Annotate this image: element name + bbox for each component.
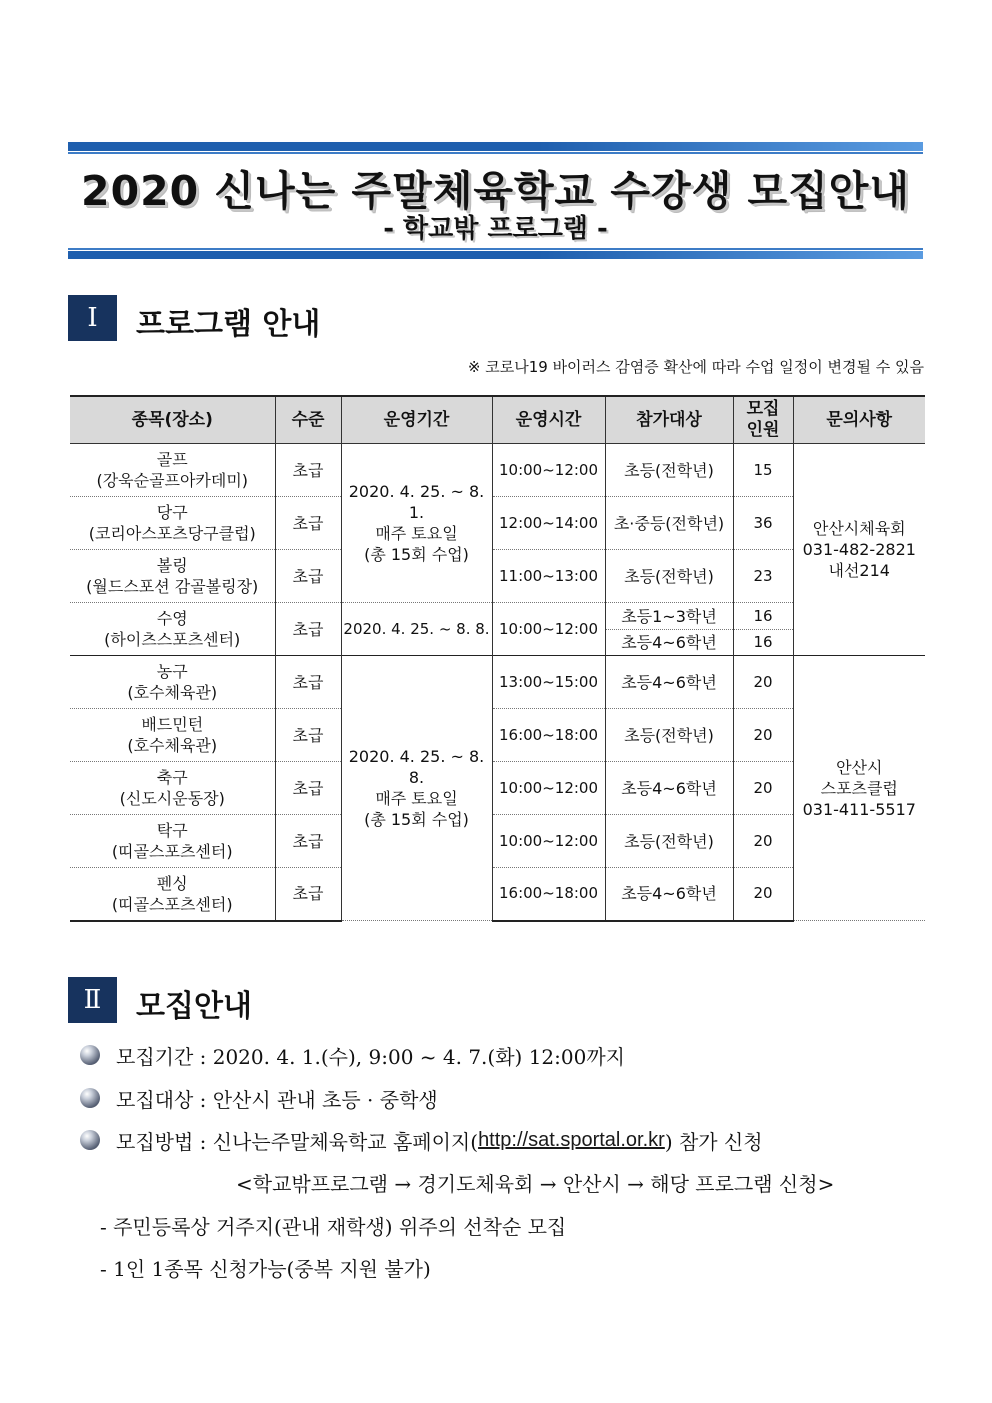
capacity-cell: 20 — [733, 762, 793, 815]
title-banner — [68, 142, 923, 260]
contact-extension: 내선214 — [828, 561, 890, 580]
sport-name: 수영 — [156, 609, 188, 628]
sport-name: 배드민턴 — [141, 715, 204, 734]
period-dates: 2020. 4. 25. ~ 8. 1. — [348, 482, 485, 522]
table-header-row — [70, 396, 925, 444]
capacity-cell: 36 — [733, 497, 793, 550]
capacity-cell: 16 — [733, 603, 793, 630]
period-cell: 2020. 4. 25. ~ 8. 8. — [341, 603, 492, 656]
page-title: 2020 신나는 주말체육학교 수강생 모집안내 — [81, 167, 910, 215]
header-contact: 문의사항 — [793, 396, 925, 444]
sport-name: 볼링 — [156, 556, 188, 575]
sport-name: 탁구 — [156, 821, 188, 840]
time-cell: 10:00~12:00 — [492, 815, 605, 868]
period-dates: 2020. 4. 25. ~ 8. 8. — [348, 747, 485, 787]
time-cell: 12:00~14:00 — [492, 497, 605, 550]
target-cell: 초등(전학년) — [605, 550, 733, 603]
homepage-link[interactable]: http://sat.sportal.or.kr — [478, 1128, 665, 1151]
covid-notice: ※ 코로나19 바이러스 감염증 확산에 따라 수업 일정이 변경될 수 있음 — [467, 358, 924, 376]
level-cell: 초급 — [275, 656, 341, 709]
contact-org-sub: 스포츠클럽 — [820, 778, 898, 798]
level-cell: 초급 — [275, 497, 341, 550]
sport-place: (띠골스포츠센터) — [111, 894, 233, 914]
sport-cell — [70, 444, 275, 497]
level-cell: 초급 — [275, 868, 341, 921]
target-cell: 초등4~6학년 — [605, 868, 733, 921]
contact-org: 안산시 — [836, 757, 883, 777]
sport-cell — [70, 868, 275, 921]
time-cell: 16:00~18:00 — [492, 868, 605, 921]
time-cell: 13:00~15:00 — [492, 656, 605, 709]
sport-place: (코리아스포츠당구클럽) — [88, 524, 256, 543]
time-cell: 16:00~18:00 — [492, 709, 605, 762]
capacity-cell: 20 — [733, 709, 793, 762]
title-bar-bottom-line — [68, 248, 923, 250]
header-period: 운영기간 — [341, 396, 492, 444]
contact-phone: 031-482-2821 — [802, 540, 916, 559]
header-sport: 종목(장소) — [70, 396, 275, 444]
section-title-program: 프로그램 안내 — [136, 307, 321, 342]
sport-place: (하이츠스포츠센터) — [104, 630, 241, 649]
sport-place: (신도시운동장) — [119, 789, 225, 808]
section-title-recruit: 모집안내 — [136, 989, 252, 1024]
period-schedule: 매주 토요일 — [375, 524, 458, 543]
sport-cell — [70, 603, 275, 656]
sport-cell — [70, 815, 275, 868]
title-bar-top-line — [68, 152, 923, 154]
period-schedule: 매주 토요일 — [375, 789, 458, 808]
recruit-method-suffix: ) 참가 신청 — [664, 1129, 763, 1154]
section-number-2: Ⅱ — [68, 977, 117, 1023]
level-cell: 초급 — [275, 444, 341, 497]
sport-place: (강욱순골프아카데미) — [96, 471, 249, 490]
sport-place: (띠골스포츠센터) — [111, 842, 233, 861]
level-cell: 초급 — [275, 815, 341, 868]
recruit-period: 모집기간 : 2020. 4. 1.(수), 9:00 ~ 4. 7.(화) 12:00까지 — [116, 1044, 625, 1069]
sport-cell — [70, 497, 275, 550]
recruit-target-line — [80, 1083, 438, 1113]
period-cell — [341, 444, 492, 603]
period-count: (총 15회 수업) — [364, 810, 469, 829]
recruit-target: 모집대상 : 안산시 관내 초등 · 중학생 — [116, 1087, 438, 1112]
capacity-cell: 23 — [733, 550, 793, 603]
sport-place: (월드스포션 감골볼링장) — [86, 577, 259, 596]
target-cell: 초등1~3학년 — [605, 603, 733, 630]
capacity-cell: 20 — [733, 868, 793, 921]
contact-phone: 031-411-5517 — [802, 799, 916, 819]
target-cell: 초등(전학년) — [605, 815, 733, 868]
sport-place: (호수체육관) — [127, 683, 218, 702]
recruit-method-prefix: 모집방법 : 신나는주말체육학교 홈페이지( — [116, 1129, 479, 1154]
recruit-note-first-come: - 주민등록상 거주지(관내 재학생) 위주의 선착순 모집 — [100, 1215, 567, 1239]
header-capacity-line2: 인원 — [746, 420, 780, 440]
level-cell: 초급 — [275, 550, 341, 603]
target-cell: 초등4~6학년 — [605, 762, 733, 815]
period-count: (총 15회 수업) — [364, 545, 469, 564]
sport-cell — [70, 550, 275, 603]
target-cell: 초·중등(전학년) — [605, 497, 733, 550]
sport-name: 농구 — [156, 662, 188, 681]
program-table — [70, 395, 925, 922]
bullet-icon — [80, 1088, 100, 1108]
capacity-cell: 20 — [733, 815, 793, 868]
recruit-method-line — [80, 1125, 763, 1155]
section-number-1: Ⅰ — [68, 295, 117, 341]
contact-cell — [793, 656, 925, 921]
time-cell: 10:00~12:00 — [492, 444, 605, 497]
header-capacity-line1: 모집 — [746, 399, 780, 419]
target-cell: 초등(전학년) — [605, 444, 733, 497]
contact-cell — [793, 444, 925, 656]
capacity-cell: 15 — [733, 444, 793, 497]
time-cell: 10:00~12:00 — [492, 762, 605, 815]
header-capacity — [733, 396, 793, 444]
target-cell: 초등4~6학년 — [605, 656, 733, 709]
sport-cell — [70, 656, 275, 709]
header-time: 운영시간 — [492, 396, 605, 444]
bullet-icon — [80, 1130, 100, 1150]
table-row — [70, 444, 925, 497]
title-bar-bottom — [68, 251, 923, 259]
bullet-icon — [80, 1045, 100, 1065]
sport-place: (호수체육관) — [127, 736, 218, 755]
table-row — [70, 656, 925, 709]
level-cell: 초급 — [275, 762, 341, 815]
contact-org: 안산시체육회 — [812, 519, 906, 538]
header-target: 참가대상 — [605, 396, 733, 444]
sport-name: 골프 — [156, 450, 188, 469]
recruit-period-line — [80, 1040, 625, 1070]
page-subtitle: - 학교밖 프로그램 - — [383, 214, 608, 244]
target-cell: 초등(전학년) — [605, 709, 733, 762]
sport-cell — [70, 709, 275, 762]
sport-name: 당구 — [156, 503, 188, 522]
time-cell: 11:00~13:00 — [492, 550, 605, 603]
period-cell — [341, 656, 492, 921]
capacity-cell: 16 — [733, 630, 793, 656]
sport-name: 펜싱 — [156, 873, 188, 893]
level-cell: 초급 — [275, 603, 341, 656]
level-cell: 초급 — [275, 709, 341, 762]
sport-name: 축구 — [156, 768, 188, 787]
header-level: 수준 — [275, 396, 341, 444]
title-bar-top — [68, 142, 923, 151]
sport-cell — [70, 762, 275, 815]
target-cell: 초등4~6학년 — [605, 630, 733, 656]
capacity-cell: 20 — [733, 656, 793, 709]
recruit-method-path: <학교밖프로그램 → 경기도체육회 → 안산시 → 해당 프로그램 신청> — [236, 1172, 835, 1196]
recruit-note-one-sport: - 1인 1종목 신청가능(중복 지원 불가) — [100, 1257, 431, 1281]
time-cell: 10:00~12:00 — [492, 603, 605, 656]
